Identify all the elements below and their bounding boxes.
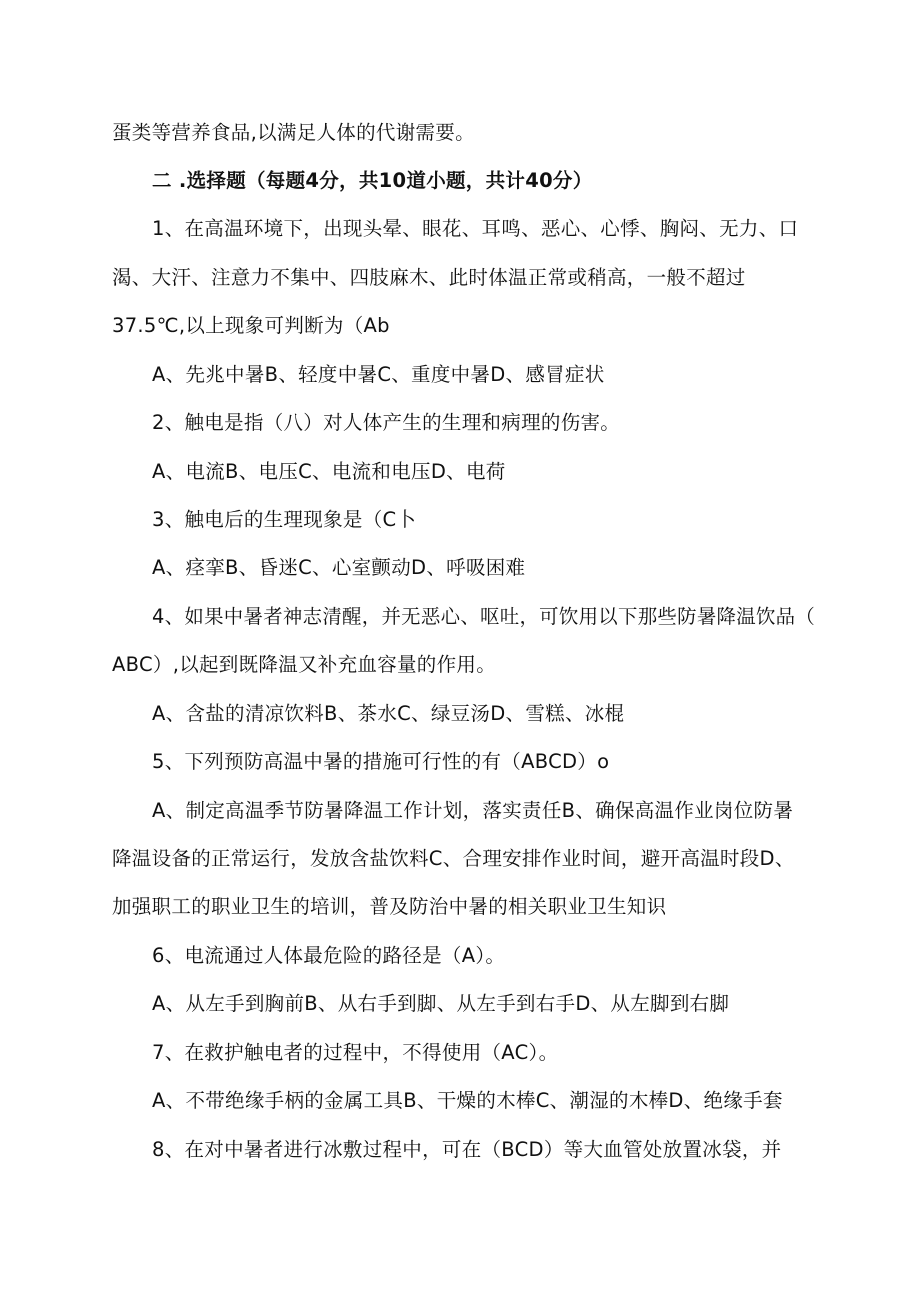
question-1-line-3: 37.5℃,以上现象可判断为（Ab — [112, 314, 390, 337]
question-1-options: A、先兆中暑B、轻度中暑C、重度中暑D、感冒症状 — [152, 363, 605, 386]
question-8-line-1: 8、在对中暑者进行冰敷过程中，可在（BCD）等大血管处放置冰袋，并 — [152, 1138, 782, 1161]
question-5-options-line-2: 降温设备的正常运行，发放含盐饮料C、合理安排作业时间，避开高温时段D、 — [112, 847, 795, 870]
question-7-options: A、不带绝缘手柄的金属工具B、干燥的木棒C、潮湿的木棒D、绝缘手套 — [152, 1089, 783, 1112]
text-line-continuation: 蛋类等营养食品,以满足人体的代谢需要。 — [112, 121, 475, 144]
section-heading-choice: 二 .选择题（每题4分，共10道小题，共计40分） — [152, 169, 593, 192]
question-5-options-line-1: A、制定高温季节防暑降温工作计划，落实责任B、确保高温作业岗位防暑 — [152, 799, 794, 822]
question-2: 2、触电是指（八）对人体产生的生理和病理的伤害。 — [152, 411, 621, 434]
question-3: 3、触电后的生理现象是（C卜 — [152, 508, 417, 531]
question-5: 5、下列预防高温中暑的措施可行性的有（ABCD）o — [152, 750, 610, 773]
question-7: 7、在救护触电者的过程中，不得使用（AC）。 — [152, 1041, 559, 1064]
question-6: 6、电流通过人体最危险的路径是（A）。 — [152, 944, 506, 967]
question-4-line-2: ABC）,以起到既降温又补充血容量的作用。 — [112, 653, 496, 676]
question-2-options: A、电流B、电压C、电流和电压D、电荷 — [152, 460, 506, 483]
question-1-line-1: 1、在高温环境下，出现头晕、眼花、耳鸣、恶心、心悸、胸闷、无力、口 — [152, 217, 799, 240]
question-6-options: A、从左手到胸前B、从右手到脚、从左手到右手D、从左脚到右脚 — [152, 992, 730, 1015]
question-4-line-1: 4、如果中暑者神志清醒，并无恶心、呕吐，可饮用以下那些防暑降温饮品（ — [152, 605, 816, 628]
question-5-options-line-3: 加强职工的职业卫生的培训，普及防治中暑的相关职业卫生知识 — [112, 895, 667, 918]
question-3-options: A、痉挛B、昏迷C、心室颤动D、呼吸困难 — [152, 556, 526, 579]
question-4-options: A、含盐的清凉饮料B、茶水C、绿豆汤D、雪糕、冰棍 — [152, 702, 625, 725]
question-1-line-2: 渴、大汗、注意力不集中、四肢麻木、此时体温正常或稍高，一般不超过 — [112, 266, 746, 289]
